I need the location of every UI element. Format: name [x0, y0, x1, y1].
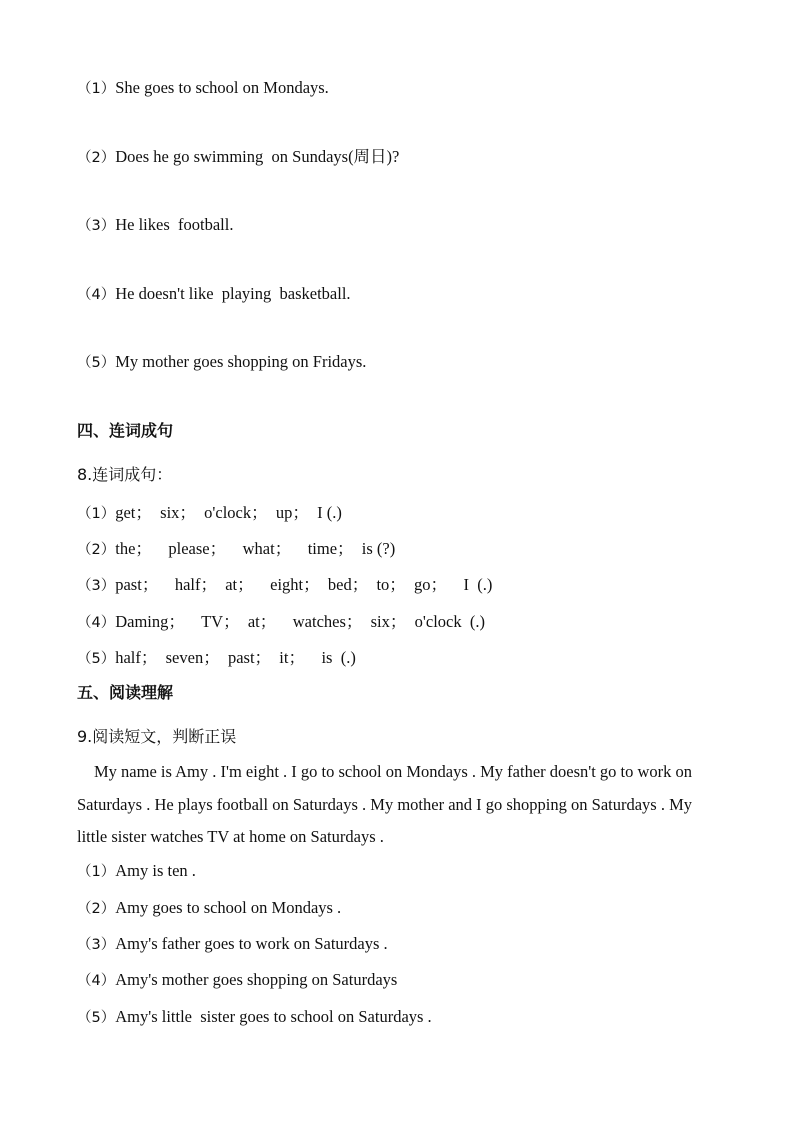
item-number: （3） — [77, 937, 116, 953]
list-item — [77, 575, 492, 596]
item-number: （2） — [77, 150, 116, 166]
question-heading: 8.连词成句： — [77, 465, 173, 484]
reading-passage: My name is Amy . I'm eight . I go to school on Mondays . My father doesn't go to work on Saturdays . He plays football on Saturdays . My mother and I go shopping on Saturdays . My little sister watches TV at home on Saturdays . — [77, 762, 693, 846]
list-item — [77, 648, 356, 669]
list-item — [77, 934, 388, 955]
list-item — [77, 898, 341, 919]
item-text: Does he go swimming on Sundays(周日)? — [115, 147, 400, 166]
item-number: （4） — [77, 973, 116, 989]
item-number: （1） — [77, 506, 116, 522]
list-item — [77, 352, 366, 373]
list-item — [77, 503, 342, 524]
item-text: Amy's father goes to work on Saturdays . — [115, 934, 388, 953]
item-number: （4） — [77, 287, 116, 303]
item-number: （5） — [77, 355, 116, 371]
item-number: （1） — [77, 864, 116, 880]
item-text: Amy's mother goes shopping on Saturdays — [115, 970, 398, 989]
list-item — [77, 147, 399, 168]
item-number: （5） — [77, 651, 116, 667]
question-heading: 9.阅读短文，判断正误 — [77, 727, 237, 746]
item-text: Amy is ten . — [115, 861, 196, 880]
item-number: （5） — [77, 1010, 116, 1026]
item-number: （1） — [77, 81, 116, 97]
item-number: （3） — [77, 578, 116, 594]
section-title: 五、阅读理解 — [77, 683, 174, 702]
item-text: Amy goes to school on Mondays . — [115, 898, 342, 917]
list-item — [77, 861, 196, 882]
item-text: half； seven； past； it； is (.) — [115, 648, 356, 667]
list-item — [77, 1007, 432, 1028]
section-title: 四、连词成句 — [77, 421, 174, 440]
item-text: He doesn't like playing basketball. — [115, 284, 351, 303]
item-text: Daming； TV； at； watches； six； o'clock (.) — [115, 612, 485, 631]
item-text: past； half； at； eight； bed； to； go； I (.) — [115, 575, 493, 594]
item-text: Amy's little sister goes to school on Saturdays . — [115, 1007, 432, 1026]
item-text: He likes football. — [115, 215, 234, 234]
item-text: She goes to school on Mondays. — [115, 78, 329, 97]
item-text: get； six； o'clock； up； I (.) — [115, 503, 342, 522]
item-text: the； please； what； time； is (?) — [115, 539, 396, 558]
item-number: （2） — [77, 542, 116, 558]
item-text: My mother goes shopping on Fridays. — [115, 352, 367, 371]
list-item — [77, 215, 233, 236]
list-item — [77, 539, 395, 560]
list-item — [77, 284, 351, 305]
list-item — [77, 612, 485, 633]
item-number: （4） — [77, 615, 116, 631]
list-item — [77, 970, 397, 991]
item-number: （2） — [77, 901, 116, 917]
item-number: （3） — [77, 218, 116, 234]
list-item — [77, 78, 329, 99]
